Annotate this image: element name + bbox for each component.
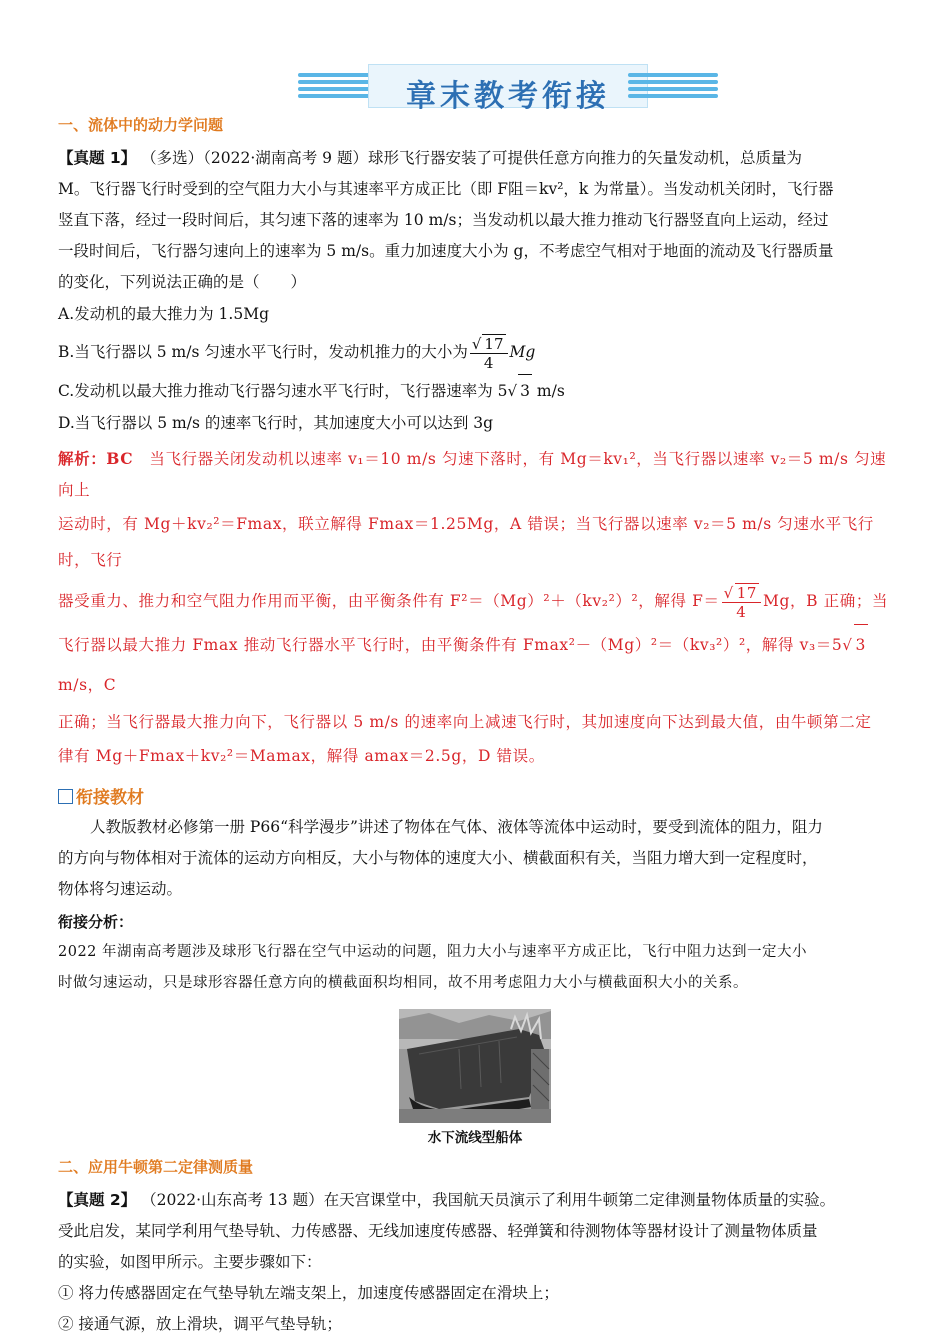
- chapter-banner: [298, 60, 718, 114]
- bridge-heading-text: 衔接教材: [76, 788, 144, 808]
- question-2-line-2: 受此启发，某同学利用气垫导轨、力传感器、无线加速度传感器、轻弹簧和待测物体等器材设计了测量物体质量: [58, 1222, 818, 1240]
- option-b-fraction: $\frac{√ 17}{4}$: [470, 334, 508, 372]
- analysis-1-root-2: 3: [854, 624, 868, 665]
- bridge-analysis: [58, 937, 892, 999]
- analysis-1-text-3: 器受重力、推力和空气阻力作用而平衡，由平衡条件有 F²＝（Mg）²＋（kv₂²）²，解得 F＝: [58, 592, 720, 610]
- question-1-line-1: [58, 143, 892, 174]
- question-2-tag: （2022·山东高考 13 题）: [141, 1191, 324, 1209]
- analysis-1-label: 解析：BC: [58, 449, 134, 468]
- question-1-line-3: 竖直下落，经过一段时间后，其匀速下落的速率为 10 m/s；当发动机以最大推力推动飞行器竖直向上运动，经过: [58, 211, 829, 229]
- bridge-line-3: 物体将匀速运动。: [58, 880, 183, 898]
- option-c: C.发动机以最大推力推动飞行器匀速水平飞行时，飞行器速率为 5√ 3 m/s: [58, 374, 892, 407]
- analysis-1-line-6: 律有 Mg＋Fmax＋kv₂²＝Mamax，解得 amax＝2.5g，D 错误。: [58, 747, 545, 765]
- question-1-text-1: 球形飞行器安装了可提供任意方向推力的矢量发动机，总质量为: [367, 149, 802, 167]
- question-1-label: 【真题 1】: [58, 149, 137, 167]
- step-1: ① 将力传感器固定在气垫导轨左端支架上，加速度传感器固定在滑块上；: [58, 1284, 559, 1302]
- option-b: [58, 330, 892, 374]
- analysis-1-text-4: 飞行器以最大推力 Fmax 推动飞行器水平飞行时，由平衡条件有 Fmax²－（Mg）²＝（kv₃²）²，解得 v₃＝5: [58, 636, 843, 654]
- document-page: [58, 60, 892, 1340]
- banner-title-box: [368, 64, 648, 114]
- bridge-analysis-line-1: 2022 年湖南高考题涉及球形飞行器在空气中运动的问题，阻力大小与速率平方成正比，飞行中阻力达到一定大小: [58, 944, 808, 960]
- bridge-analysis-line-2: 时做匀速运动，只是球形容器任意方向的横截面积均相同，故不用考虑阻力大小与横截面积大小的关系。: [58, 975, 748, 991]
- analysis-1-text-4b: m/s，C: [58, 676, 117, 694]
- option-b-text: B.当飞行器以 5 m/s 匀速水平飞行时，发动机推力的大小为: [58, 343, 468, 361]
- bridge-heading: [58, 783, 892, 808]
- question-1-line-5: 的变化，下列说法正确的是（ ）: [58, 273, 307, 291]
- option-b-unit: Mg: [509, 343, 536, 361]
- question-1-line-4: 一段时间后，飞行器匀速向上的速率为 5 m/s。重力加速度大小为 g，不考虑空气相对于地面的流动及飞行器质量: [58, 242, 834, 260]
- option-b-root: 17: [484, 335, 504, 353]
- option-a: A.发动机的最大推力为 1.5Mg: [58, 305, 269, 323]
- section-heading-1: 一、流体中的动力学问题: [58, 116, 224, 134]
- bridge-line-2: 的方向与物体相对于流体的运动方向相反，大小与物体的速度大小、横截面积有关，当阻力增大到一定程度时，: [58, 849, 818, 867]
- analysis-1-root: 17: [736, 584, 758, 602]
- analysis-1-line-3: [58, 578, 892, 624]
- option-c-root: 3: [518, 374, 532, 407]
- option-d: D.当飞行器以 5 m/s 的速率飞行时，其加速度大小可以达到 3g: [58, 414, 494, 432]
- question-2-text-1: 在天宫课堂中，我国航天员演示了利用牛顿第二定律测量物体质量的实验。: [323, 1191, 836, 1209]
- analysis-1-denominator: 4: [736, 603, 747, 621]
- analysis-1-fraction: $\frac{√ 17}{4}$: [722, 583, 761, 621]
- analysis-1-text-1: 当飞行器关闭发动机以速率 v₁＝10 m/s 匀速下落时，有 Mg＝kv₁²，当飞行器以速率 v₂＝5 m/s 匀速向上: [58, 450, 887, 499]
- option-b-denominator: 4: [483, 354, 494, 372]
- question-2-line-3: 的实验，如图甲所示。主要步骤如下：: [58, 1253, 322, 1271]
- analysis-1-line-2: 运动时，有 Mg＋kv₂²＝Fmax，联立解得 Fmax＝1.25Mg，A 错误；当飞行器以速率 v₂＝5 m/s 匀速水平飞行时，飞行: [58, 515, 874, 569]
- analysis-1-line-5: 正确；当飞行器最大推力向下，飞行器以 5 m/s 的速率向上减速飞行时，其加速度向下达到最大值，由牛顿第二定: [58, 713, 872, 731]
- analysis-1-line-1: [58, 443, 892, 506]
- banner-title: 章末教考衔接: [406, 79, 610, 114]
- option-c-text: C.发动机以最大推力推动飞行器匀速水平飞行时，飞行器速率为 5: [58, 382, 508, 400]
- question-1-tag: （多选）（2022·湖南高考 9 题）: [141, 149, 368, 167]
- option-c-unit: m/s: [531, 382, 565, 400]
- banner-stripes-right: [628, 73, 718, 99]
- checkbox-square-icon: [58, 789, 73, 804]
- question-2-label: 【真题 2】: [58, 1191, 137, 1209]
- analysis-1-text-3b: Mg，B 正确；当: [763, 592, 889, 610]
- bridge-line-1: 人教版教材必修第一册 P66“科学漫步”讲述了物体在气体、液体等流体中运动时，要受到流体的阻力，阻力: [90, 818, 823, 836]
- bridge-analysis-label: 衔接分析：: [58, 913, 134, 931]
- question-1-line-2: M。飞行器飞行时受到的空气阻力大小与其速率平方成正比（即 F阻＝kv²，k 为常量）。当发动机关闭时，飞行器: [58, 180, 834, 198]
- section-heading-2: 二、应用牛顿第二定律测质量: [58, 1158, 254, 1176]
- ship-hull-photo: [399, 1009, 551, 1123]
- step-2: ② 接通气源，放上滑块，调平气垫导轨；: [58, 1315, 342, 1333]
- analysis-1-line-4: 飞行器以最大推力 Fmax 推动飞行器水平飞行时，由平衡条件有 Fmax²－（Mg）²＝（kv₃²）²，解得 v₃＝5√ 3 m/s，C: [58, 624, 892, 705]
- analysis-1: [58, 443, 892, 773]
- figure-caption: 水下流线型船体: [427, 1130, 523, 1146]
- question-2-line-1: [58, 1185, 892, 1216]
- figure-ship-hull: [399, 1009, 551, 1146]
